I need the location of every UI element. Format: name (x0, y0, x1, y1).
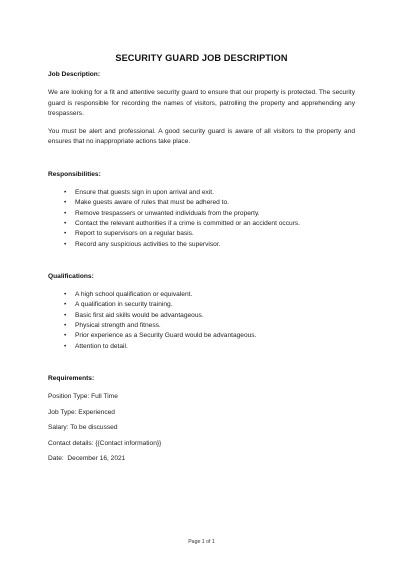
list-item (64, 331, 355, 341)
list-item (64, 240, 355, 250)
list-item (64, 229, 355, 239)
qualifications-heading: Qualifications: (48, 272, 94, 280)
requirement-date: Date: December 16, 2021 (48, 455, 126, 463)
list-item-text: Contact the relevant authorities if a crime is committed or an accident occurs. (75, 219, 301, 227)
list-item (64, 209, 355, 219)
list-item-text: Prior experience as a Security Guard would be advantageous. (75, 332, 257, 340)
job-description-heading: Job Description: (48, 71, 101, 78)
page-footer: Page 1 of 1 (188, 539, 215, 545)
bullet-icon: • (64, 219, 67, 227)
list-item-text: Make guests aware of rules that must be adhered to. (75, 199, 229, 207)
list-item (64, 188, 355, 198)
bullet-icon: • (64, 291, 67, 299)
list-item-text: Attention to detail. (75, 342, 128, 350)
list-item-text: Ensure that guests sign in upon arrival and exit. (75, 189, 214, 197)
list-item (64, 198, 355, 208)
requirement-job-type: Job Type: Experienced (48, 408, 115, 416)
responsibilities-heading: Responsibilities: (48, 170, 101, 178)
list-item (64, 290, 355, 300)
requirement-salary: Salary: To be discussed (48, 424, 118, 432)
list-item (64, 311, 355, 321)
document-title: SECURITY GUARD JOB DESCRIPTION (115, 53, 288, 63)
bullet-icon: • (64, 189, 67, 197)
list-item-text: Remove trespassers or unwanted individuals from the property. (75, 209, 260, 217)
qualifications-list (48, 290, 355, 352)
bullet-icon: • (64, 311, 67, 319)
bullet-icon: • (64, 342, 67, 350)
list-item (64, 342, 355, 352)
bullet-icon: • (64, 322, 67, 330)
list-item-text: Report to supervisors on a regular basis. (75, 230, 194, 238)
responsibilities-list (48, 188, 355, 250)
bullet-icon: • (64, 332, 67, 340)
list-item-text: Basic first aid skills would be advantageous. (75, 311, 204, 319)
requirements-heading: Requirements: (48, 374, 95, 382)
bullet-icon: • (64, 301, 67, 309)
list-item (64, 300, 355, 310)
job-description-paragraph-1: We are looking for a fit and attentive security guard to ensure that our property is protected. The security guard is responsible for recording the names of visitors, patrolling the property and apprehending any trespassers. (48, 89, 355, 117)
list-item-text: A high school qualification or equivalent. (75, 291, 193, 299)
bullet-icon: • (64, 209, 67, 217)
list-item (64, 219, 355, 229)
job-description-paragraph-2: You must be alert and professional. A good security guard is aware of all visitors to the property and ensures that no inappropriate actions take place. (48, 128, 355, 146)
list-item-text: A qualification in security training. (75, 301, 173, 309)
requirement-contact-details: Contact details: {{Contact information}} (48, 439, 162, 447)
list-item-text: Record any suspicious activities to the supervisor. (75, 240, 221, 248)
bullet-icon: • (64, 240, 67, 248)
bullet-icon: • (64, 230, 67, 238)
requirement-position-type: Position Type: Full Time (48, 393, 118, 401)
list-item-text: Physical strength and fitness. (75, 322, 161, 330)
list-item (64, 321, 355, 331)
bullet-icon: • (64, 199, 67, 207)
